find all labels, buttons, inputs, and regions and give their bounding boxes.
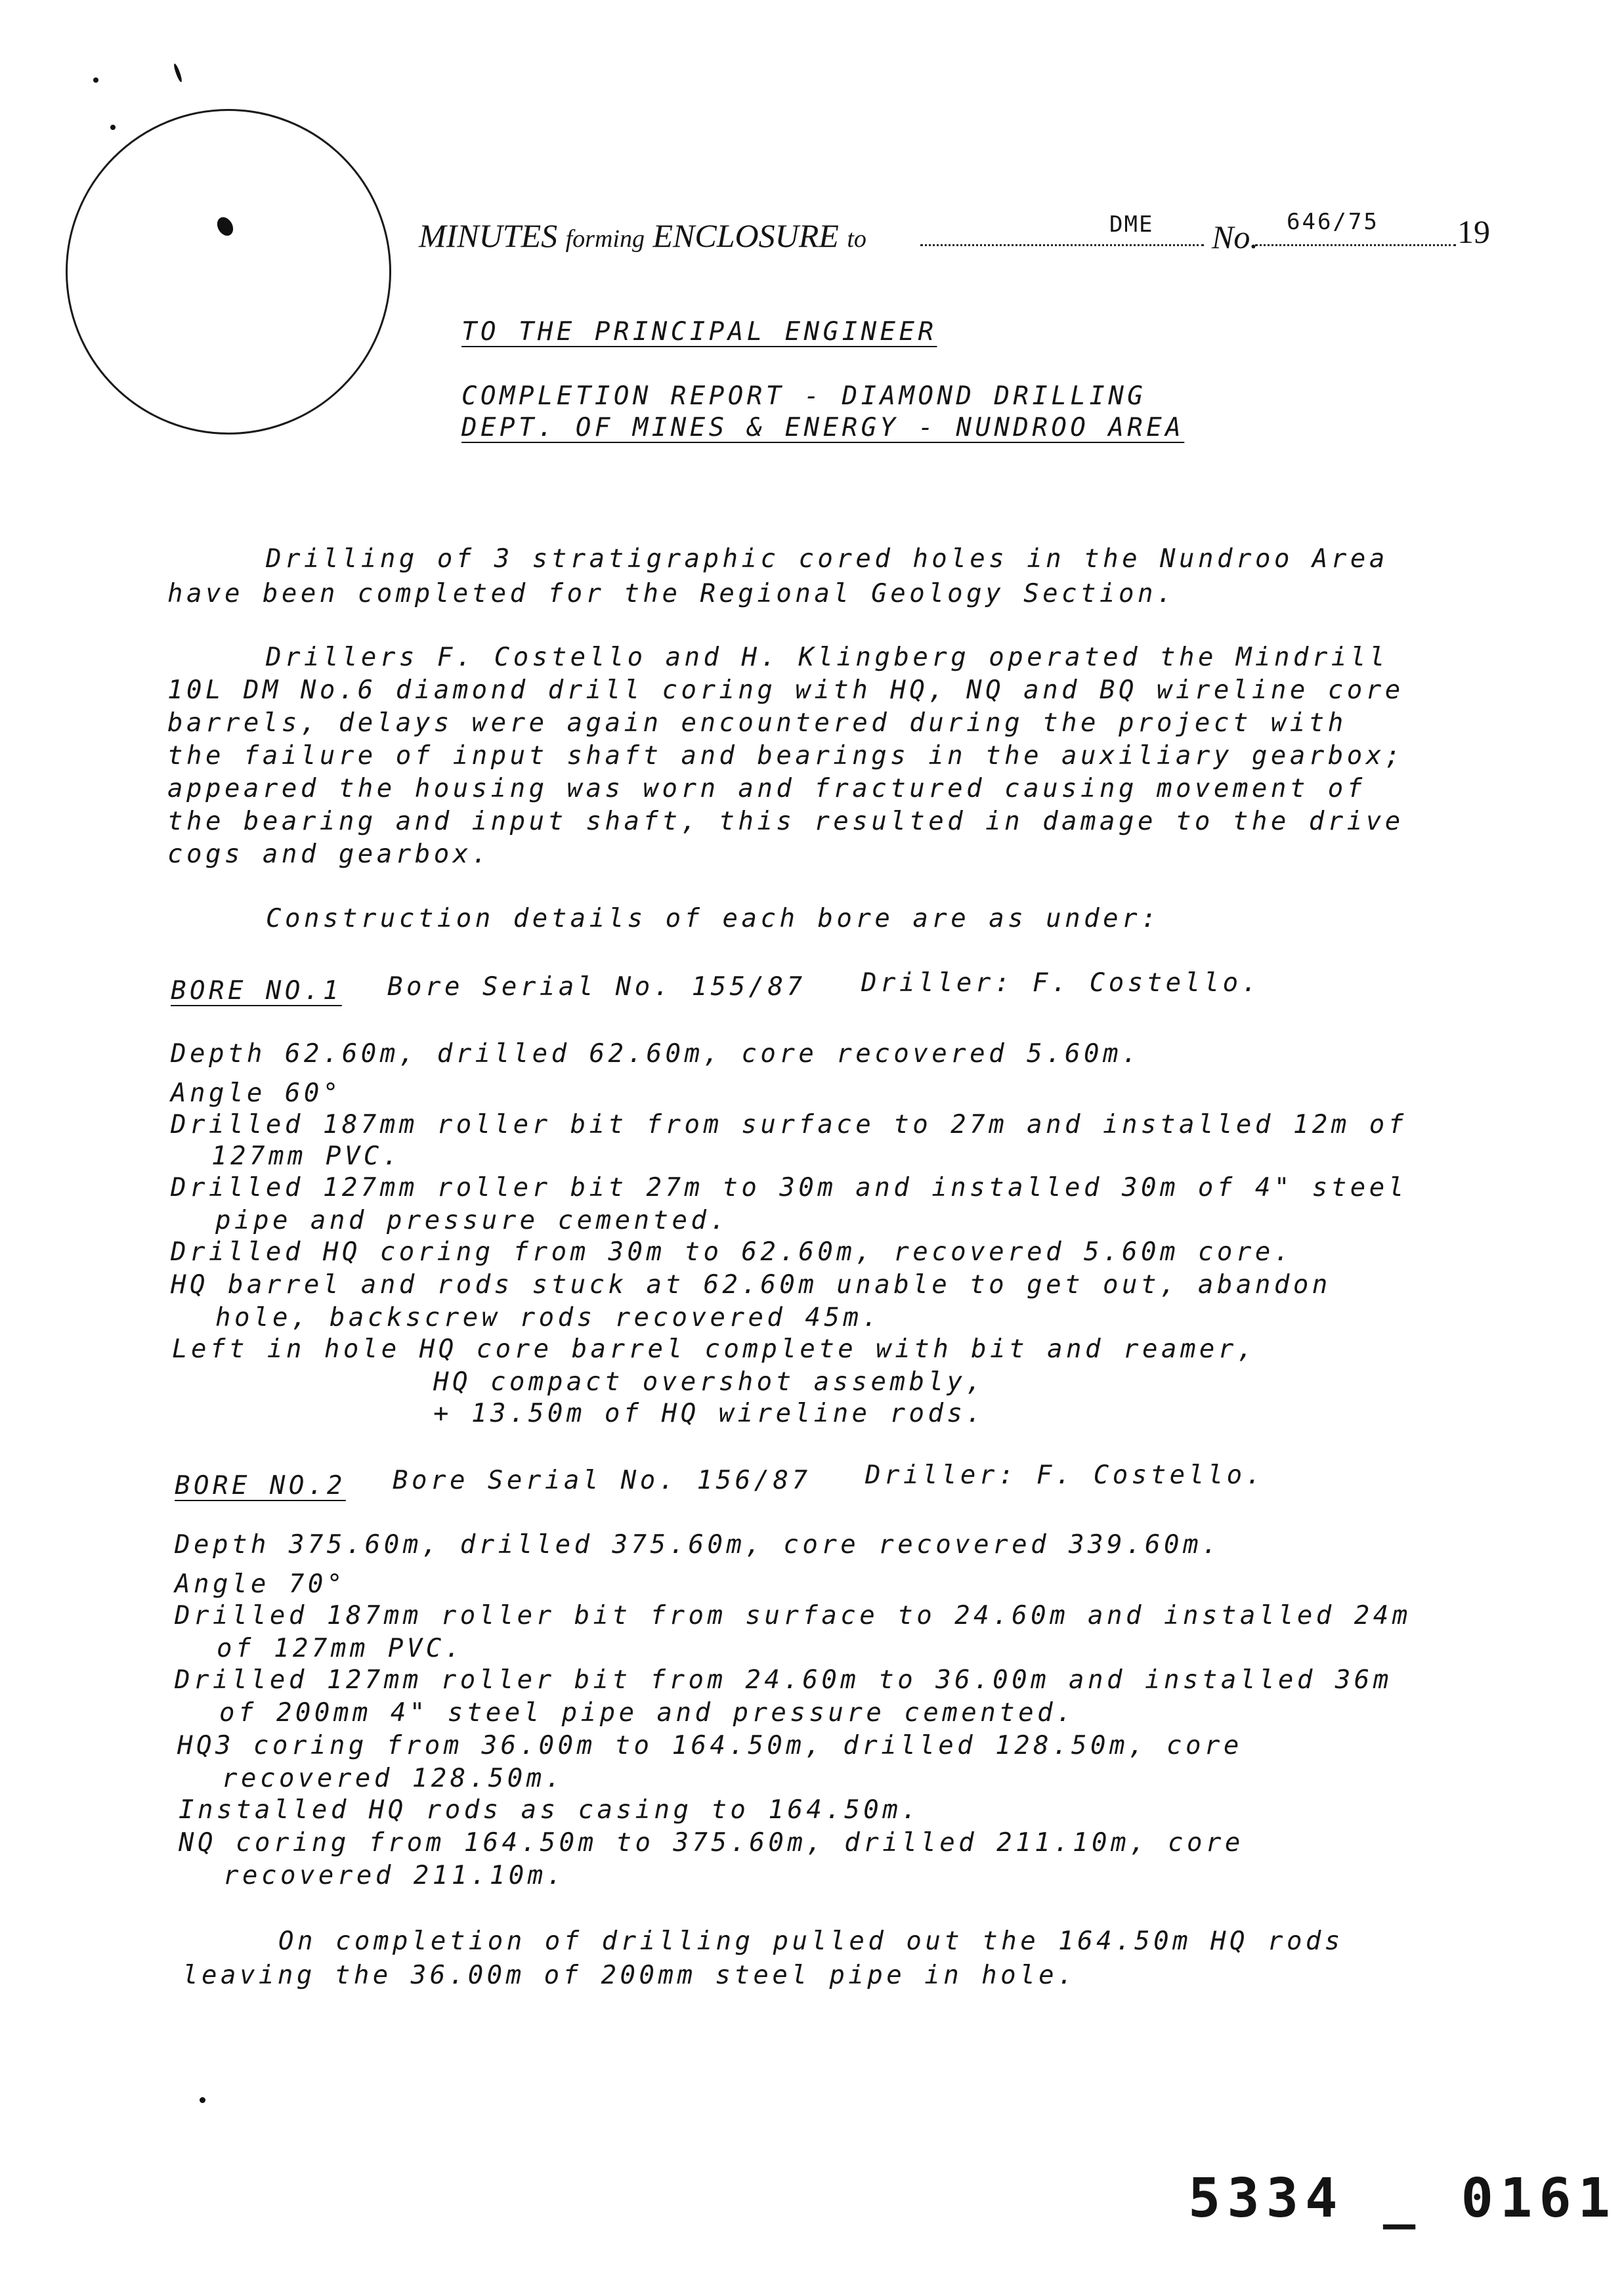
- intro-line: the bearing and input shaft, this resulted in damage to the drive: [167, 807, 1404, 836]
- bore-2-line: recovered 211.10m.: [223, 1861, 566, 1890]
- bore-1-serial: Bore Serial No. 155/87: [387, 972, 806, 1002]
- bore-2-line: recovered 128.50m.: [222, 1764, 565, 1793]
- bore-1-driller: Driller: F. Costello.: [861, 968, 1261, 998]
- bore-2-line: Drilled 127mm roller bit from 24.60m to 36.00m and installed 36m: [175, 1665, 1392, 1695]
- bore-2-line: of 127mm PVC.: [217, 1634, 464, 1663]
- closing-line: leaving the 36.00m of 200mm steel pipe in hole.: [182, 1961, 1077, 1990]
- bore-1-line: Depth 62.60m, drilled 62.60m, core recovered 5.60m.: [171, 1039, 1141, 1069]
- ink-speck: [110, 125, 116, 130]
- bore-1-line: HQ barrel and rods stuck at 62.60m unable to get out, abandon: [171, 1270, 1331, 1300]
- file-number: 646/75: [1287, 209, 1379, 235]
- minutes-header: [419, 217, 866, 255]
- intro-line: Drillers F. Costello and H. Klingberg operated the Mindrill: [266, 643, 1388, 672]
- enclosure-label: ENCLOSURE: [652, 217, 839, 254]
- intro-line: 10L DM No.6 diamond drill coring with HQ, NQ and BQ wireline core: [167, 675, 1404, 705]
- bore-2-line: of 200mm 4" steel pipe and pressure cemented.: [219, 1698, 1076, 1728]
- closing-line: On completion of drilling pulled out the 164.50m HQ rods: [278, 1926, 1344, 1956]
- bore-1-line: pipe and pressure cemented.: [215, 1206, 729, 1235]
- minutes-label: MINUTES: [419, 217, 558, 254]
- intro-line: Drilling of 3 stratigraphic cored holes in the Nundroo Area: [266, 544, 1388, 574]
- ink-speck: [173, 63, 183, 83]
- intro-line: cogs and gearbox.: [167, 840, 491, 869]
- bore-1-line: Angle 60°: [171, 1078, 342, 1108]
- number-label: No.: [1212, 219, 1258, 255]
- page-number-stamp: 5334 _ 0161: [1188, 2167, 1617, 2230]
- bore-1-line: + 13.50m of HQ wireline rods.: [433, 1399, 985, 1428]
- intro-line: Construction details of each bore are as under:: [266, 904, 1161, 933]
- intro-line: barrels, delays were again encountered during the project with: [167, 708, 1347, 738]
- department-code: DME: [1109, 211, 1154, 238]
- intro-line: the failure of input shaft and bearings in the auxiliary gearbox;: [167, 741, 1404, 771]
- year-label: 19: [1457, 213, 1490, 250]
- bore-2-driller: Driller: F. Costello.: [865, 1460, 1265, 1490]
- bore-2-serial: Bore Serial No. 156/87: [393, 1466, 811, 1495]
- bore-2-heading: BORE NO.2: [175, 1471, 346, 1500]
- bore-1-line: Drilled 127mm roller bit 27m to 30m and installed 30m of 4" steel: [171, 1173, 1407, 1202]
- bore-1-line: Drilled HQ coring from 30m to 62.60m, recovered 5.60m core.: [171, 1237, 1293, 1267]
- bore-1-heading: BORE NO.1: [171, 976, 342, 1006]
- bore-1-line: hole, backscrew rods recovered 45m.: [215, 1303, 882, 1332]
- bore-2-line: NQ coring from 164.50m to 375.60m, drilled 211.10m, core: [179, 1828, 1244, 1858]
- subject-line-2: DEPT. OF MINES & ENERGY - NUNDROO AREA: [461, 413, 1185, 442]
- ink-speck: [200, 2097, 205, 2103]
- bore-1-line: Drilled 187mm roller bit from surface to 27m and installed 12m of: [171, 1110, 1407, 1139]
- bore-2-line: Installed HQ rods as casing to 164.50m.: [179, 1795, 921, 1825]
- bore-1-line: Left in hole HQ core barrel complete with bit and reamer,: [172, 1334, 1256, 1364]
- ink-speck: [93, 77, 98, 83]
- dotted-leader: [920, 244, 1204, 246]
- dotted-leader: [1255, 244, 1456, 246]
- forming-label: forming: [565, 225, 645, 253]
- intro-line: appeared the housing was worn and fractured causing movement of: [167, 774, 1366, 803]
- bore-2-line: HQ3 coring from 36.00m to 164.50m, drilled 128.50m, core: [177, 1731, 1243, 1760]
- bore-1-line: HQ compact overshot assembly,: [433, 1367, 985, 1397]
- bore-2-line: Angle 70°: [175, 1569, 346, 1599]
- addressee: TO THE PRINCIPAL ENGINEER: [461, 317, 937, 347]
- intro-line: have been completed for the Regional Geology Section.: [167, 579, 1176, 608]
- bore-2-line: Depth 375.60m, drilled 375.60m, core recovered 339.60m.: [175, 1530, 1221, 1560]
- to-label: to: [847, 225, 866, 253]
- bore-2-line: Drilled 187mm roller bit from surface to 24.60m and installed 24m: [175, 1601, 1411, 1630]
- bore-1-line: 127mm PVC.: [211, 1141, 402, 1171]
- hole-punch-circle: [66, 109, 391, 435]
- subject-line-1: COMPLETION REPORT - DIAMOND DRILLING: [461, 381, 1147, 411]
